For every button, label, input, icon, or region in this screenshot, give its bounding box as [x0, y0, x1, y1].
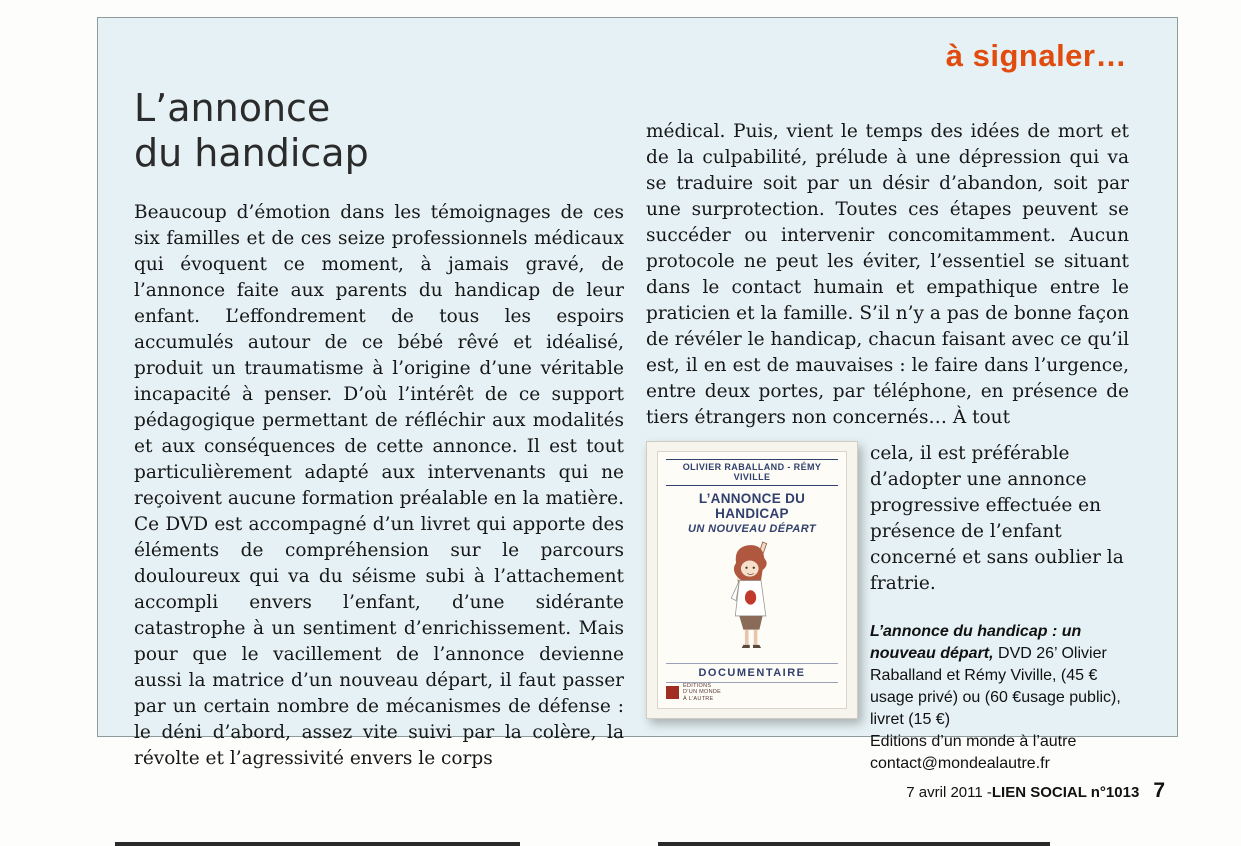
dvd-genre-label: DOCUMENTAIRE	[666, 663, 838, 683]
scan-artifact-line	[115, 842, 520, 846]
media-right-column	[870, 441, 1129, 775]
publisher-line: D’UN MONDE	[683, 689, 722, 695]
page-footer	[906, 779, 1165, 803]
article-title	[134, 86, 624, 176]
dvd-caption	[870, 621, 1129, 775]
dvd-subtitle: UN NOUVEAU DÉPART	[687, 523, 816, 535]
publisher-line: À L’AUTRE	[683, 695, 714, 702]
article-text-right: médical. Puis, vient le temps des idées de mort et de la culpabilité, prélude à une dépression qui va se traduire soit par un désir d’abandon, soit par une surprotection. Toutes ces étapes peuvent se succéder ou intervenir concomitamment. Aucun protocole ne peut les éviter, l’essentiel se situant dans le contact humain et empathique entre le praticien et la famille. S’il n’y a pas de bonne façon de révéler le handicap, chacun faisant avec ce qu’il est, il en est de mauvaises : le faire dans l’urgence, entre deux portes, par téléphone, en présence de tiers étrangers non concernés… À tout	[646, 121, 1129, 428]
dvd-title: L’ANNONCE DU HANDICAP	[698, 491, 806, 521]
dvd-authors: OLIVIER RABALLAND - RÉMY VIVILLE	[666, 459, 838, 486]
article-title-line2: du handicap	[134, 131, 369, 175]
footer-date: 7 avril 2011 -	[906, 784, 992, 801]
publisher-line: ÉDITIONS	[683, 682, 712, 689]
publisher-logo	[666, 683, 721, 703]
section-header: à signaler…	[945, 38, 1127, 73]
caption-credits	[870, 621, 1129, 731]
dvd-illustration-child-drawing	[712, 538, 792, 659]
publisher-logo-mark	[666, 686, 679, 699]
dvd-cover	[646, 441, 858, 719]
footer-page-number: 7	[1153, 779, 1165, 802]
right-column	[646, 119, 1129, 775]
footer-journal-name: LIEN SOCIAL n°1013	[991, 784, 1140, 801]
caption-details: DVD 26’ Olivier Raballand et Rémy Viville, (45 € usage privé) ou (60 €usage public), livret (15 €)	[870, 645, 1121, 728]
article-title-line1: L’annonce	[134, 86, 331, 130]
publisher-logo-text	[683, 683, 721, 703]
caption-title: L’annonce du handicap : un nouveau départ,	[870, 623, 1082, 662]
dvd-cover-inner	[657, 451, 847, 709]
scan-artifact-line	[658, 842, 1050, 846]
article-text-wrap: cela, il est préférable d’adopter une annonce progressive effectuée en présence de l’enfant concerné et sans oublier la fratrie.	[870, 443, 1124, 594]
media-row	[646, 441, 1129, 775]
caption-publisher: Editions d’un monde à l’autre	[870, 733, 1077, 750]
article-text-left: Beaucoup d’émotion dans les témoignages de ces six familles et de ces seize professionnels médicaux qui évoquent ce moment, à jamais gravé, de l’annonce faite aux parents du handicap de leur enfant. L’effondrement de tous les espoirs accumulés autour de ce bébé rêvé et idéalisé, produit un traumatisme à l’origine d’une véritable incapacité à penser. D’où l’intérêt de ce support pédagogique permettant de réfléchir aux modalités et aux conséquences de cette annonce. Il est tout particulièrement adapté aux intervenants qui ne reçoivent aucune formation préalable en la matière. Ce DVD est accompagné d’un livret qui apporte des éléments de compréhension sur le parcours douloureux qui va du séisme subi à l’attachement accompli envers l’enfant, d’une sidérante catastrophe à un sentiment d’enrichissement. Mais pour que le vacillement de l’annonce devienne aussi la matrice d’un nouveau départ, il faut passer par un certain nombre de mécanismes de défense : le déni d’abord, assez vite suivi par la colère, la révolte et l’agressivité envers le corps	[134, 202, 624, 769]
left-column	[134, 86, 624, 772]
article-box	[97, 17, 1178, 772]
caption-contact-email: contact@mondealautre.fr	[870, 755, 1050, 772]
